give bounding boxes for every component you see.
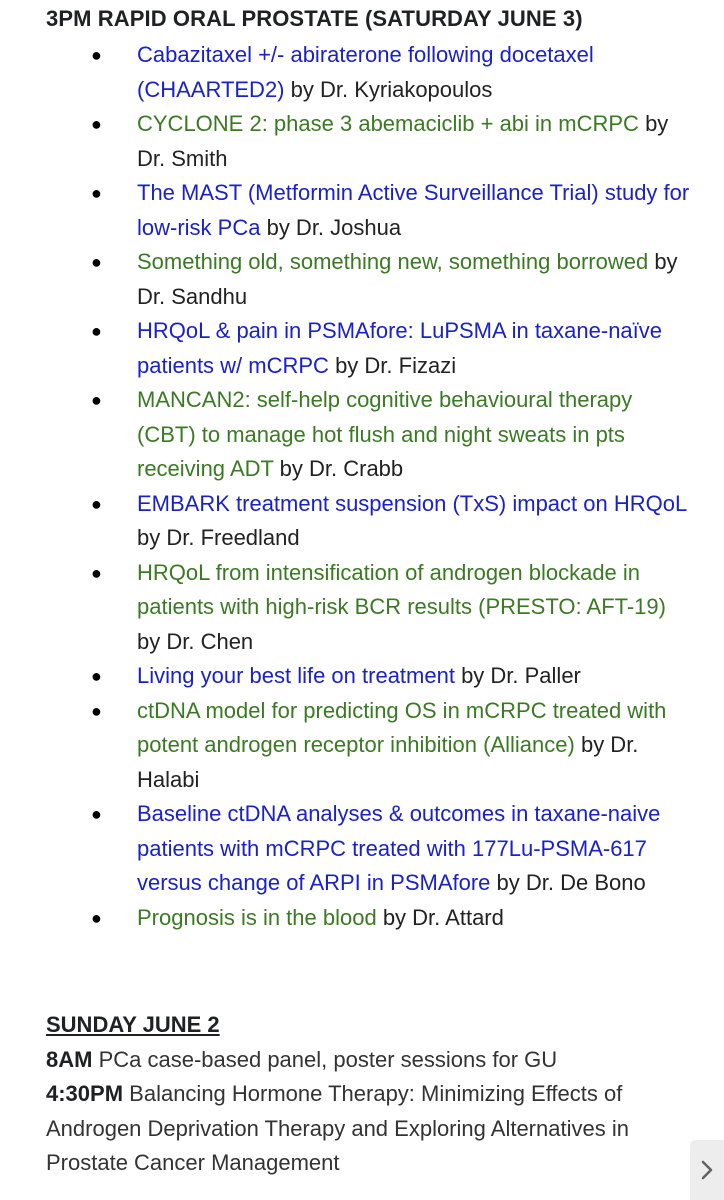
- chevron-right-icon: [699, 1158, 715, 1182]
- bullet-icon: ●: [91, 907, 102, 928]
- sunday-section: [46, 1008, 706, 1181]
- talk-list: [0, 38, 724, 935]
- talk-speaker: by Dr. Sandhu: [137, 249, 678, 309]
- bullet-icon: ●: [91, 183, 102, 203]
- list-item: [0, 38, 724, 107]
- list-item: [0, 176, 724, 245]
- section-title: 3PM RAPID ORAL PROSTATE (SATURDAY JUNE 3): [46, 6, 583, 31]
- list-item: [0, 797, 724, 901]
- talk-link[interactable]: The MAST (Metformin Active Surveillance Trial) study for low-risk PCa: [137, 180, 690, 240]
- bullet-icon: ●: [91, 493, 102, 514]
- talk-speaker: by Dr. Smith: [137, 111, 669, 171]
- entry-time: 4:30PM: [46, 1081, 124, 1106]
- talk-speaker: by Dr. Fizazi: [328, 352, 457, 378]
- bullet-icon: ●: [91, 700, 102, 721]
- list-item: [0, 487, 724, 556]
- schedule-entry: [46, 1077, 706, 1181]
- bullet-icon: ●: [91, 252, 102, 272]
- list-item: [0, 245, 724, 314]
- list-item: [0, 659, 724, 694]
- bullet-icon: ●: [91, 45, 102, 65]
- bullet-icon: ●: [91, 804, 102, 824]
- entry-text: Balancing Hormone Therapy: Minimizing Effects of Androgen Deprivation Therapy and Exploring Alternatives in Prostate Cancer Management: [46, 1081, 629, 1175]
- talk-speaker: by Dr. De Bono: [490, 870, 646, 895]
- list-item: [0, 314, 724, 383]
- list-item: [0, 556, 724, 660]
- bullet-icon: ●: [91, 321, 102, 341]
- talk-link[interactable]: MANCAN2: self-help cognitive behavioural therapy (CBT) to manage hot flush and night sweats in pts receiving ADT: [137, 387, 633, 481]
- talk-link[interactable]: CYCLONE 2: phase 3 abemaciclib + abi in mCRPC: [137, 111, 639, 136]
- talk-speaker: by Dr. Attard: [376, 904, 504, 930]
- bullet-icon: ●: [91, 390, 102, 410]
- talk-speaker: by Dr. Freedland: [137, 525, 300, 550]
- talk-speaker: by Dr. Halabi: [137, 732, 639, 792]
- list-item: [0, 901, 724, 936]
- bullet-icon: ●: [91, 114, 102, 134]
- talk-link[interactable]: ctDNA model for predicting OS in mCRPC treated with potent androgen receptor inhibition (Alliance): [137, 697, 667, 757]
- talk-link[interactable]: EMBARK treatment suspension (TxS) impact on HRQoL: [137, 490, 687, 516]
- talk-link[interactable]: Something old, something new, something borrowed: [137, 249, 649, 274]
- talk-link[interactable]: Living your best life on treatment: [137, 663, 455, 688]
- list-item: [0, 694, 724, 798]
- sunday-title: SUNDAY JUNE 2: [46, 1012, 220, 1037]
- talk-speaker: by Dr. Paller: [454, 663, 581, 688]
- entry-time: 8AM: [46, 1046, 93, 1072]
- talk-speaker: by Dr. Chen: [137, 628, 254, 654]
- bullet-icon: ●: [91, 562, 102, 583]
- bullet-icon: ●: [91, 666, 102, 686]
- talk-link[interactable]: HRQoL from intensification of androgen blockade in patients with high-risk BCR results (PRESTO: AFT-19): [137, 559, 666, 619]
- next-page-button[interactable]: [690, 1140, 724, 1200]
- talk-link[interactable]: Baseline ctDNA analyses & outcomes in taxane-naive patients with mCRPC treated with 177Lu-PSMA-617 versus change of ARPI in PSMAfore: [137, 801, 661, 895]
- talk-speaker: by Dr. Crabb: [273, 456, 404, 481]
- entry-text: PCa case-based panel, poster sessions for GU: [92, 1046, 558, 1072]
- talk-link[interactable]: Prognosis is in the blood: [137, 904, 377, 930]
- talk-speaker: by Dr. Joshua: [260, 214, 402, 240]
- talk-link[interactable]: Cabazitaxel +/- abiraterone following docetaxel (CHAARTED2): [137, 42, 594, 102]
- list-item: [0, 107, 724, 176]
- list-item: [0, 383, 724, 487]
- talk-link[interactable]: HRQoL & pain in PSMAfore: LuPSMA in taxane-naïve patients w/ mCRPC: [137, 318, 663, 378]
- schedule-entry: [46, 1043, 706, 1078]
- talk-speaker: by Dr. Kyriakopoulos: [284, 76, 493, 102]
